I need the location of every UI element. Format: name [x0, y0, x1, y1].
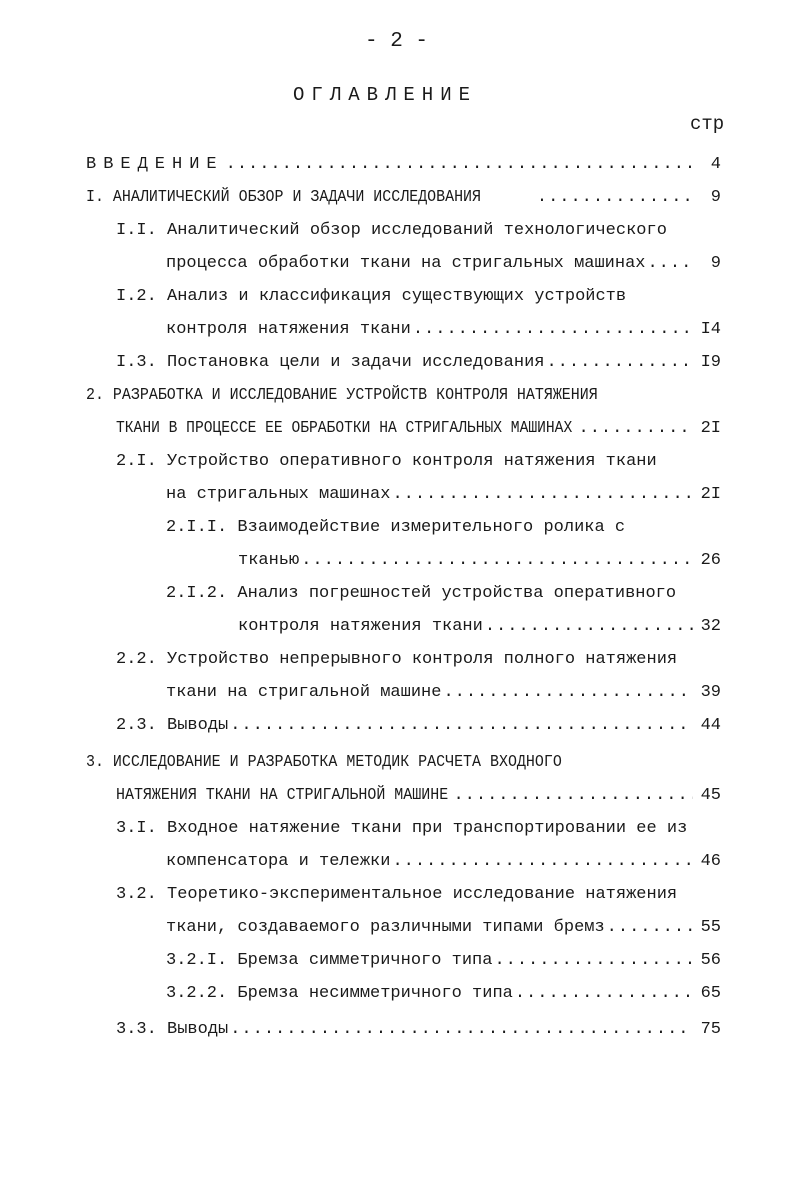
toc-entry-3-3	[116, 1015, 721, 1045]
toc-entry-text: контроля натяжения ткани	[238, 617, 483, 636]
leader-dots	[301, 546, 693, 576]
toc-entry-page: 56	[700, 951, 721, 970]
toc-entry-1-1	[116, 216, 721, 246]
toc-entry-page: 75	[700, 1020, 721, 1039]
toc-entry-3-2-cont	[166, 913, 721, 943]
toc-entry-text: 3. ИССЛЕДОВАНИЕ И РАЗРАБОТКА МЕТОДИК РАСЧЕТА ВХОДНОГО	[86, 753, 562, 772]
leader-dots	[392, 847, 693, 877]
leader-dots	[230, 1015, 693, 1045]
toc-entry-page: 9	[710, 254, 721, 273]
toc-entry-3-1	[116, 814, 721, 844]
leader-dots	[647, 249, 693, 279]
toc-entry-page: 45	[700, 786, 721, 805]
toc-entry-chapter-2-cont	[116, 414, 721, 444]
leader-dots	[485, 612, 693, 642]
toc-entry-text: 3.2.2. Бремза несимметричного типа	[166, 984, 513, 1003]
toc-entry-text: 3.2. Теоретико-экспериментальное исследование натяжения	[116, 885, 678, 904]
toc-entry-text: 3.I. Входное натяжение ткани при транспортировании ее из	[116, 819, 688, 838]
toc-entry-text: контроля натяжения ткани	[166, 320, 411, 339]
toc-entry-page: 32	[700, 617, 721, 636]
toc-entry-page: 2I	[700, 485, 721, 504]
leader-dots	[546, 348, 693, 378]
toc-entry-text: ТКАНИ В ПРОЦЕССЕ ЕЕ ОБРАБОТКИ НА СТРИГАЛЬНЫХ МАШИНАХ	[116, 419, 573, 438]
toc-entry-1-3	[116, 348, 721, 378]
toc-entry-2-1-1	[166, 513, 721, 543]
page-title: ОГЛАВЛЕНИЕ	[292, 84, 478, 106]
toc-entry-text: I.2. Анализ и классификация существующих устройств	[116, 287, 627, 306]
toc-entry-page: I4	[700, 320, 721, 339]
toc-entry-page: 65	[700, 984, 721, 1003]
toc-entry-2-2-cont	[166, 678, 721, 708]
toc-entry-1-2-cont	[166, 315, 721, 345]
page-column-label: стр	[690, 113, 725, 135]
toc-entry-page: I9	[700, 353, 721, 372]
toc-entry-text: ткани, создаваемого различными типами бремз	[166, 918, 605, 937]
leader-dots	[537, 183, 693, 213]
toc-entry-text: I. АНАЛИТИЧЕСКИЙ ОБЗОР И ЗАДАЧИ ИССЛЕДОВАНИЯ	[86, 188, 482, 207]
toc-entry-2-3	[116, 711, 721, 741]
toc-entry-page: 26	[700, 551, 721, 570]
leader-dots	[443, 678, 693, 708]
leader-dots	[579, 414, 694, 444]
toc-entry-page: 4	[710, 155, 721, 174]
toc-entry-text: 2.2. Устройство непрерывного контроля полного натяжения	[116, 650, 678, 669]
leader-dots	[392, 480, 693, 510]
toc-entry-text: 2.I.2. Анализ погрешностей устройства оперативного	[166, 584, 677, 603]
toc-entry-text: 3.3. Выводы	[116, 1020, 229, 1039]
toc-entry-chapter-3-cont	[116, 781, 721, 811]
toc-entry-text: компенсатора и тележки	[166, 852, 391, 871]
toc-entry-2-1	[116, 447, 721, 477]
leader-dots	[230, 711, 693, 741]
toc-entry-introduction	[86, 150, 721, 180]
toc-entry-text: 3.2.I. Бремза симметричного типа	[166, 951, 493, 970]
toc-entry-3-2-1	[166, 946, 721, 976]
page-number: - 2 -	[364, 30, 428, 53]
toc-entry-2-1-2-cont	[238, 612, 721, 642]
leader-dots	[453, 781, 693, 811]
toc-entry-1-1-cont	[166, 249, 721, 279]
toc-entry-3-2-2	[166, 979, 721, 1009]
toc-entry-chapter-2	[86, 381, 721, 411]
toc-entry-text: ВВЕДЕНИЕ	[86, 155, 224, 174]
toc-entry-page: 39	[700, 683, 721, 702]
leader-dots	[226, 150, 693, 180]
toc-entry-page: 2I	[700, 419, 721, 438]
toc-entry-2-1-2	[166, 579, 721, 609]
toc-entry-text: 2.I.I. Взаимодействие измерительного ролика с	[166, 518, 626, 537]
leader-dots	[494, 946, 693, 976]
toc-entry-3-1-cont	[166, 847, 721, 877]
toc-entry-text: НАТЯЖЕНИЯ ТКАНИ НА СТРИГАЛЬНОЙ МАШИНЕ	[116, 786, 449, 805]
toc-entry-text: 2.I. Устройство оперативного контроля натяжения ткани	[116, 452, 657, 471]
leader-dots	[515, 979, 693, 1009]
toc-entry-1-2	[116, 282, 721, 312]
toc-entry-text: на стригальных машинах	[166, 485, 391, 504]
toc-entry-3-2	[116, 880, 721, 910]
toc-entry-page: 44	[700, 716, 721, 735]
toc-entry-page: 46	[700, 852, 721, 871]
toc-entry-text: 2.3. Выводы	[116, 716, 229, 735]
toc-entry-2-1-cont	[166, 480, 721, 510]
leader-dots	[413, 315, 693, 345]
toc-entry-chapter-1	[86, 183, 721, 213]
toc-entry-text: I.I. Аналитический обзор исследований технологического	[116, 221, 667, 240]
toc-entry-text: 2. РАЗРАБОТКА И ИССЛЕДОВАНИЕ УСТРОЙСТВ КОНТРОЛЯ НАТЯЖЕНИЯ	[86, 386, 598, 405]
toc-entry-text: тканью	[238, 551, 300, 570]
toc-entry-text: I.3. Постановка цели и задачи исследования	[116, 353, 545, 372]
toc-entry-2-1-1-cont	[238, 546, 721, 576]
toc-entry-chapter-3	[86, 748, 721, 778]
toc-entry-2-2	[116, 645, 721, 675]
leader-dots	[607, 913, 693, 943]
toc-entry-page: 9	[710, 188, 721, 207]
toc-entry-page: 55	[700, 918, 721, 937]
toc-entry-text: ткани на стригальной машине	[166, 683, 442, 702]
toc-entry-text: процесса обработки ткани на стригальных машинах	[166, 254, 646, 273]
